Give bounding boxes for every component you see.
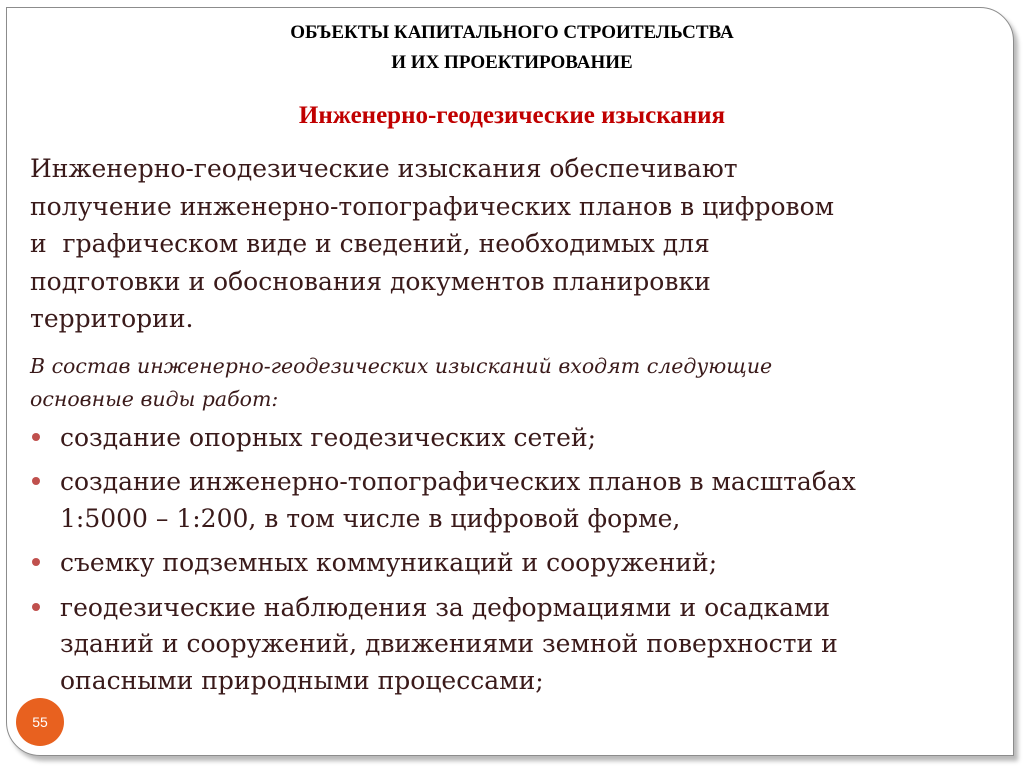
intro-line: и графическом виде и сведений, необходимых для [30,229,710,258]
item-line: геодезические наблюдения за деформациями и осадками [60,592,831,622]
intro-line: Инженерно-геодезические изыскания обеспечивают [30,154,738,183]
title-line-1: ОБЪЕКТЫ КАПИТАЛЬНОГО СТРОИТЕЛЬСТВА [290,22,734,43]
intro-paragraph [30,150,1005,338]
page-number-badge: 55 [16,698,64,746]
bullet-icon [32,558,40,566]
list-item [30,420,1005,457]
lead-line: основные виды работ: [30,386,279,411]
item-line: зданий и сооружений, движениями земной поверхности и [60,629,838,658]
item-line: съемку подземных коммуникаций и сооружений; [60,548,718,577]
intro-line: получение инженерно-топографических планов в цифровом [30,191,835,221]
lead-paragraph [30,350,1005,416]
item-line: опасными природными процессами; [60,665,544,695]
slide-content [30,150,1005,707]
item-line: 1:5000 – 1:200, в том числе в цифровой форме, [60,503,681,533]
intro-line: территории. [30,304,194,333]
slide-title [0,18,1024,78]
intro-line: подготовки и обоснования документов планировки [30,266,711,296]
item-line: создание инженерно-топографических планов в масштабах [60,467,856,496]
list-item [30,590,1005,700]
title-line-2: И ИХ ПРОЕКТИРОВАНИЕ [391,52,633,73]
bullet-icon [32,603,40,611]
work-types-list [30,420,1005,700]
section-subtitle: Инженерно-геодезические изыскания [298,102,726,129]
bullet-icon [32,477,40,485]
item-line: создание опорных геодезических сетей; [60,422,597,452]
bullet-icon [32,433,40,441]
lead-line: В состав инженерно-геодезических изысканий входят следующие [30,353,773,378]
list-item [30,545,1005,582]
list-item [30,464,1005,537]
